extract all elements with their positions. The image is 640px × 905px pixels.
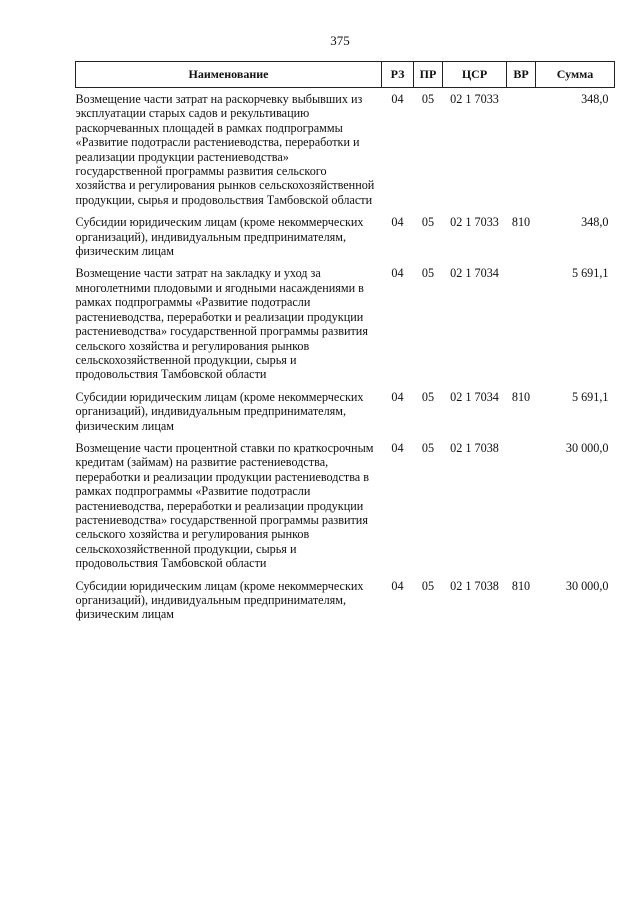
row-csr: 02 1 7038 [450, 578, 499, 593]
row-rz: 04 [391, 440, 404, 455]
row-rz: 04 [391, 215, 404, 230]
row-pr: 05 [421, 266, 435, 281]
row-csr: 02 1 7033 [450, 215, 499, 230]
row-rz: 04 [391, 92, 404, 106]
row-sum: 348,0 [581, 92, 609, 106]
row-sum: 5 691,1 [571, 389, 609, 404]
row-vr [507, 262, 536, 385]
header-csr: ЦСР [443, 62, 507, 88]
row-rz: 04 [391, 389, 404, 404]
row-sum: 5 691,1 [571, 266, 609, 281]
row-sum: 348,0 [581, 215, 609, 230]
row-vr [507, 88, 536, 212]
row-pr: 05 [421, 440, 435, 455]
header-rz: РЗ [382, 62, 414, 88]
row-rz: 04 [391, 266, 404, 281]
table-header-row [76, 62, 615, 88]
row-vr: 810 [511, 215, 531, 230]
table-row [76, 211, 615, 262]
table-row [76, 88, 615, 212]
header-vr: ВР [507, 62, 536, 88]
row-pr: 05 [421, 215, 435, 230]
budget-table [75, 61, 615, 626]
row-vr: 810 [511, 578, 531, 593]
row-name: Возмещение части затрат на закладку и уход за многолетними плодовыми и ягодными насаждениями в рамках подпрограммы «Развитие подотрасли растениеводства, переработки и реализации продукции растениеводства» государственной программы развития сельского хозяйства и регулирования рынков сельскохозяйственной продукции, сырья и продовольствия Тамбовской области [75, 266, 368, 382]
row-csr: 02 1 7033 [450, 92, 499, 106]
table-row [76, 575, 615, 626]
table-row [76, 262, 615, 385]
row-name: Субсидии юридическим лицам (кроме некоммерческих организаций), индивидуальным предпринимателям, физическим лицам [75, 389, 364, 433]
table-row [76, 437, 615, 575]
row-csr: 02 1 7034 [450, 266, 499, 281]
row-pr: 05 [421, 389, 435, 404]
row-csr: 02 1 7038 [450, 440, 499, 455]
row-name: Возмещение части процентной ставки по краткосрочным кредитам (займам) на развитие растениеводства, переработки и реализации продукции растениеводства в рамках подпрограммы «Развитие подотрасли растениеводства, переработки и реализации продукции растениеводства» государственной программы развития сельского хозяйства и регулирования рынков сельскохозяйственной продукции, сырья и продовольствия Тамбовской области [75, 440, 374, 571]
row-rz: 04 [391, 578, 404, 593]
table-row [76, 386, 615, 437]
row-name: Возмещение части затрат на раскорчевку выбывших из эксплуатации старых садов и рекультивацию раскорчеванных площадей в рамках подпрограммы «Развитие подотрасли растениеводства, переработки и реализации продукции растениеводства» государственной программы развития сельского хозяйства и регулирования рынков сельскохозяйственной продукции, сырья и продовольствия Тамбовской области [75, 92, 375, 207]
header-sum: Сумма [536, 62, 615, 88]
row-vr [507, 437, 536, 575]
row-sum: 30 000,0 [565, 578, 609, 593]
header-name: Наименование [76, 62, 382, 88]
row-name: Субсидии юридическим лицам (кроме некоммерческих организаций), индивидуальным предпринимателям, физическим лицам [75, 215, 364, 259]
header-pr: ПР [414, 62, 443, 88]
row-vr: 810 [511, 389, 531, 404]
row-pr: 05 [421, 578, 435, 593]
row-name: Субсидии юридическим лицам (кроме некоммерческих организаций), индивидуальным предпринимателям, физическим лицам [75, 578, 364, 622]
row-csr: 02 1 7034 [450, 389, 499, 404]
row-pr: 05 [421, 92, 435, 106]
page-number: 375 [330, 33, 350, 48]
row-sum: 30 000,0 [565, 440, 609, 455]
